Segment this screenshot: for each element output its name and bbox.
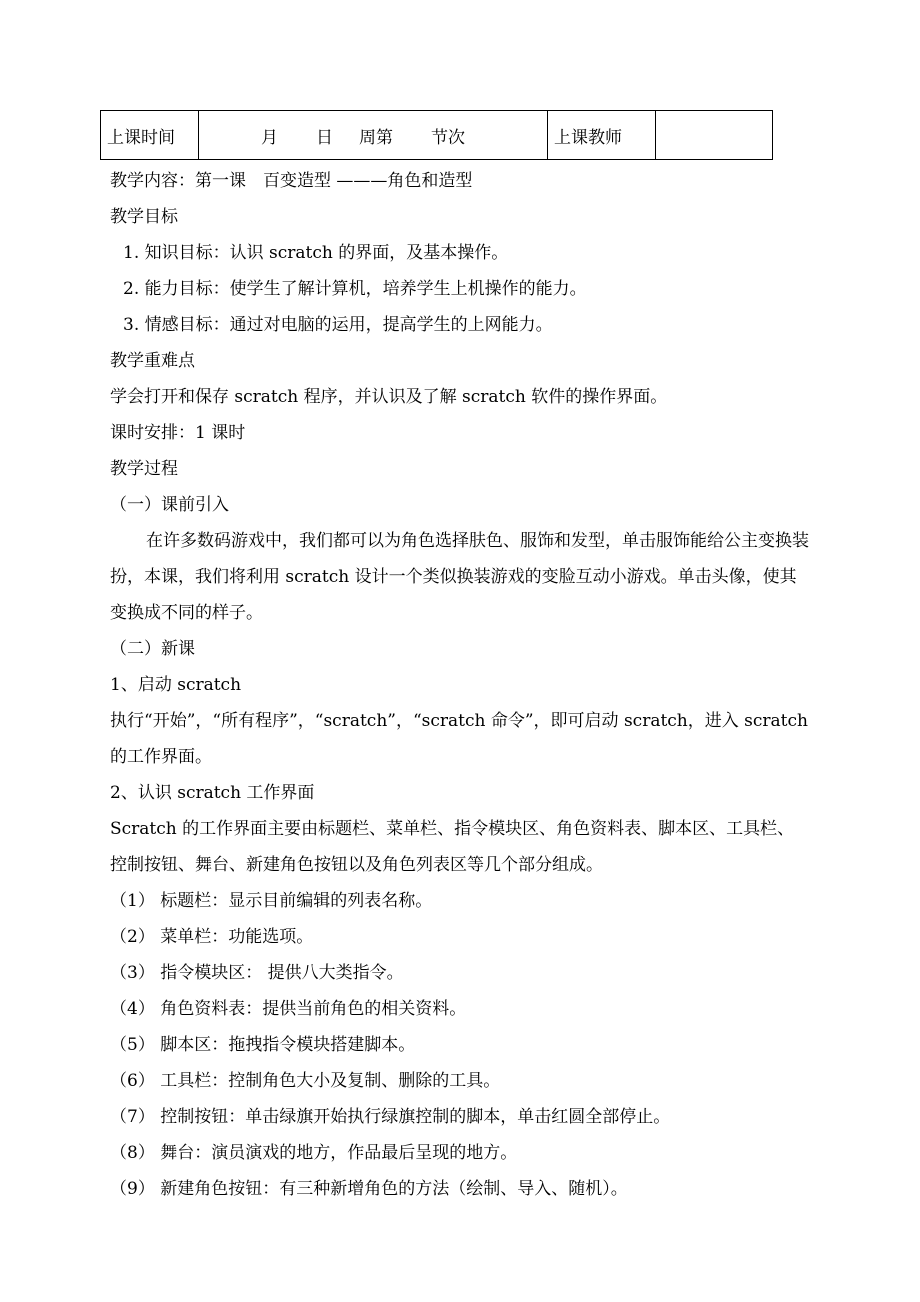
key-heading: 教学重难点 [110,351,195,371]
class-time-value [199,111,548,160]
lesson-info-table [100,110,773,160]
new-lesson-heading: （二）新课 [110,639,195,659]
period-label: 节次 [431,127,465,148]
part-item: （9） 新建角色按钮：有三种新增角色的方法（绘制、导入、随机）。 [110,1179,628,1199]
goal-item: 1. 知识目标：认识 scratch 的界面，及基本操作。 [123,243,509,263]
class-time-label: 上课时间 [101,111,199,160]
hours-text: 课时安排：1 课时 [110,423,246,443]
week-label: 周第 [359,127,393,148]
step1-heading: 1、启动 scratch [110,675,242,695]
part-item: （4） 角色资料表：提供当前角色的相关资料。 [110,999,467,1019]
day-label: 日 [316,127,333,148]
part-item: （6） 工具栏：控制角色大小及复制、删除的工具。 [110,1071,501,1091]
part-item: （3） 指令模块区： 提供八大类指令。 [110,963,404,983]
part-item: （1） 标题栏：显示目前编辑的列表名称。 [110,891,433,911]
month-label: 月 [261,127,278,148]
step2-heading: 2、认识 scratch 工作界面 [110,783,315,803]
goal-item: 3. 情感目标：通过对电脑的运用，提高学生的上网能力。 [123,315,553,335]
teacher-value [656,111,773,160]
part-item: （2） 菜单栏：功能选项。 [110,927,314,947]
part-item: （8） 舞台：演员演戏的地方，作品最后呈现的地方。 [110,1143,518,1163]
intro-paragraph: 在许多数码游戏中，我们都可以为角色选择肤色、服饰和发型，单击服饰能给公主变换装扮，本课，我们将利用 scratch 设计一个类似换装游戏的变脸互动小游戏。单击头像，使其变换成不同的样子。 [110,531,809,623]
step2-paragraph: Scratch 的工作界面主要由标题栏、菜单栏、指令模块区、角色资料表、脚本区、工具栏、控制按钮、舞台、新建角色按钮以及角色列表区等几个部分组成。 [110,819,795,875]
teacher-label: 上课教师 [548,111,656,160]
step1-paragraph: 执行“开始”，“所有程序”，“scratch”，“scratch 命令”，即可启动 scratch，进入 scratch 的工作界面。 [110,711,808,767]
key-text: 学会打开和保存 scratch 程序，并认识及了解 scratch 软件的操作界面。 [110,387,668,407]
goals-heading: 教学目标 [110,207,178,227]
process-heading: 教学过程 [110,459,178,479]
lesson-info-row [101,111,773,160]
goal-item: 2. 能力目标：使学生了解计算机，培养学生上机操作的能力。 [123,279,587,299]
intro-heading: （一）课前引入 [110,495,229,515]
content-title: 教学内容：第一课 百变造型 ———角色和造型 [110,171,473,191]
part-item: （5） 脚本区：拖拽指令模块搭建脚本。 [110,1035,416,1055]
part-item: （7） 控制按钮：单击绿旗开始执行绿旗控制的脚本，单击红圆全部停止。 [110,1107,671,1127]
